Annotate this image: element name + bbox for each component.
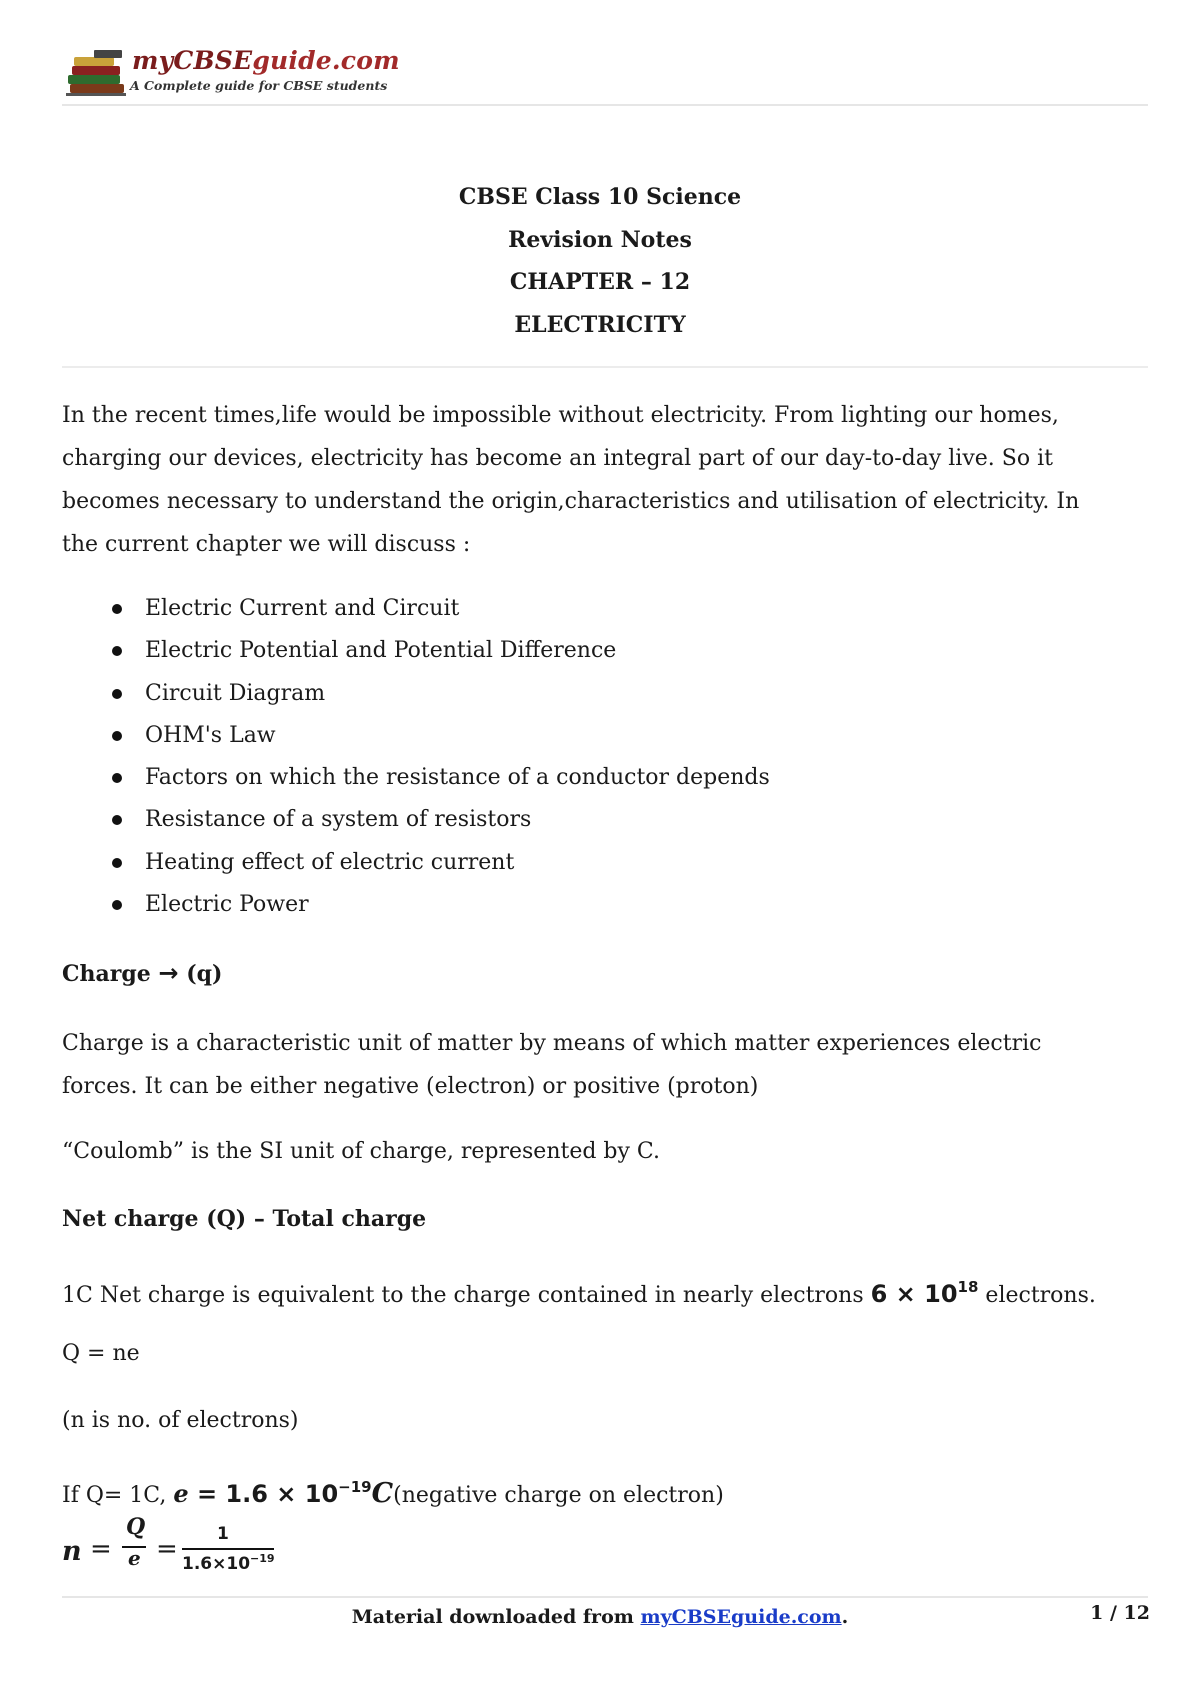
fraction-bar (182, 1548, 274, 1550)
title-line-4: ELECTRICITY (514, 311, 686, 338)
list-item: Factors on which the resistance of a conductor depends (62, 757, 1062, 799)
intro-line: the current chapter we will discuss : (62, 532, 471, 557)
formula-denominator-e: e (128, 1546, 141, 1570)
bullet-icon (112, 731, 122, 741)
page-number: 1 / 12 (1090, 1602, 1150, 1624)
formula-n: n (62, 1536, 82, 1567)
net-charge-heading: Net charge (Q) – Total charge (62, 1206, 427, 1232)
list-item: OHM's Law (62, 715, 1062, 757)
intro-paragraph (62, 394, 1152, 566)
formula-equals: = (90, 1534, 112, 1564)
electron-charge-math: $e = 1.6 \times 10^{-19}C$ (173, 1478, 394, 1509)
charge-definition (62, 1022, 1152, 1108)
bullet-icon (112, 689, 122, 699)
footer-divider (62, 1596, 1148, 1598)
coulomb-unit-text: “Coulomb” is the SI unit of charge, represented by C. (62, 1139, 660, 1164)
definition-line: forces. It can be either negative (electron) or positive (proton) (62, 1074, 759, 1099)
logo-title: myCBSEguide.com (132, 46, 400, 75)
formula-denominator: $1.6\times 10^{-19}$ (182, 1552, 275, 1574)
intro-line: In the recent times,life would be impossible without electricity. From lighting our homes, (62, 403, 1059, 428)
arrow-icon: → (158, 959, 179, 987)
formula-equals: = (156, 1534, 178, 1564)
footer-link[interactable]: myCBSEguide.com (640, 1606, 842, 1628)
electron-note: (n is no. of electrons) (62, 1408, 299, 1433)
document-title (0, 176, 1200, 346)
list-item: Electric Current and Circuit (62, 588, 1062, 630)
formula-numerator-one: 1 (217, 1524, 229, 1544)
title-line-1: CBSE Class 10 Science (458, 184, 742, 210)
net-charge-equivalence: 1C Net charge is equivalent to the charge contained in nearly electrons $6 \times 10^{18}$ electrons. (62, 1278, 1096, 1308)
title-divider (62, 366, 1148, 368)
bullet-icon (112, 858, 122, 868)
list-item: Electric Potential and Potential Difference (62, 630, 1062, 672)
footer-text: Material downloaded from myCBSEguide.com. (351, 1606, 849, 1628)
list-item: Resistance of a system of resistors (62, 799, 1062, 841)
topics-list (62, 588, 1062, 926)
bullet-icon (112, 604, 122, 614)
list-item: Circuit Diagram (62, 673, 1062, 715)
list-item: Heating effect of electric current (62, 842, 1062, 884)
bullet-icon (112, 815, 122, 825)
logo-tagline: A Complete guide for CBSE students (130, 78, 388, 93)
list-item: Electric Power (62, 884, 1062, 926)
bullet-icon (112, 900, 122, 910)
header-divider (62, 104, 1148, 106)
bullet-icon (112, 773, 122, 783)
title-line-2: Revision Notes (508, 226, 692, 253)
charge-heading: Charge → (q) (62, 959, 223, 987)
electron-count-math: $6 \times 10^{18}$ (870, 1278, 979, 1308)
site-header (62, 44, 1148, 104)
intro-line: charging our devices, electricity has become an integral part of our day-to-day live. So it (62, 446, 1053, 471)
intro-line: becomes necessary to understand the origin,characteristics and utilisation of electricity. In (62, 489, 1080, 514)
charge-formula: Q = ne (62, 1341, 140, 1366)
bullet-icon (112, 646, 122, 656)
formula-numerator-q: Q (126, 1514, 146, 1540)
electron-count-formula (62, 1514, 462, 1582)
books-logo-icon (64, 48, 130, 98)
title-line-3: CHAPTER – 12 (509, 269, 691, 295)
definition-line: Charge is a characteristic unit of matter by means of which matter experiences electric (62, 1031, 1042, 1056)
electron-charge-line: If Q= 1C, $e = 1.6 \times 10^{-19}C(negative$ charge on electron) (62, 1478, 724, 1509)
